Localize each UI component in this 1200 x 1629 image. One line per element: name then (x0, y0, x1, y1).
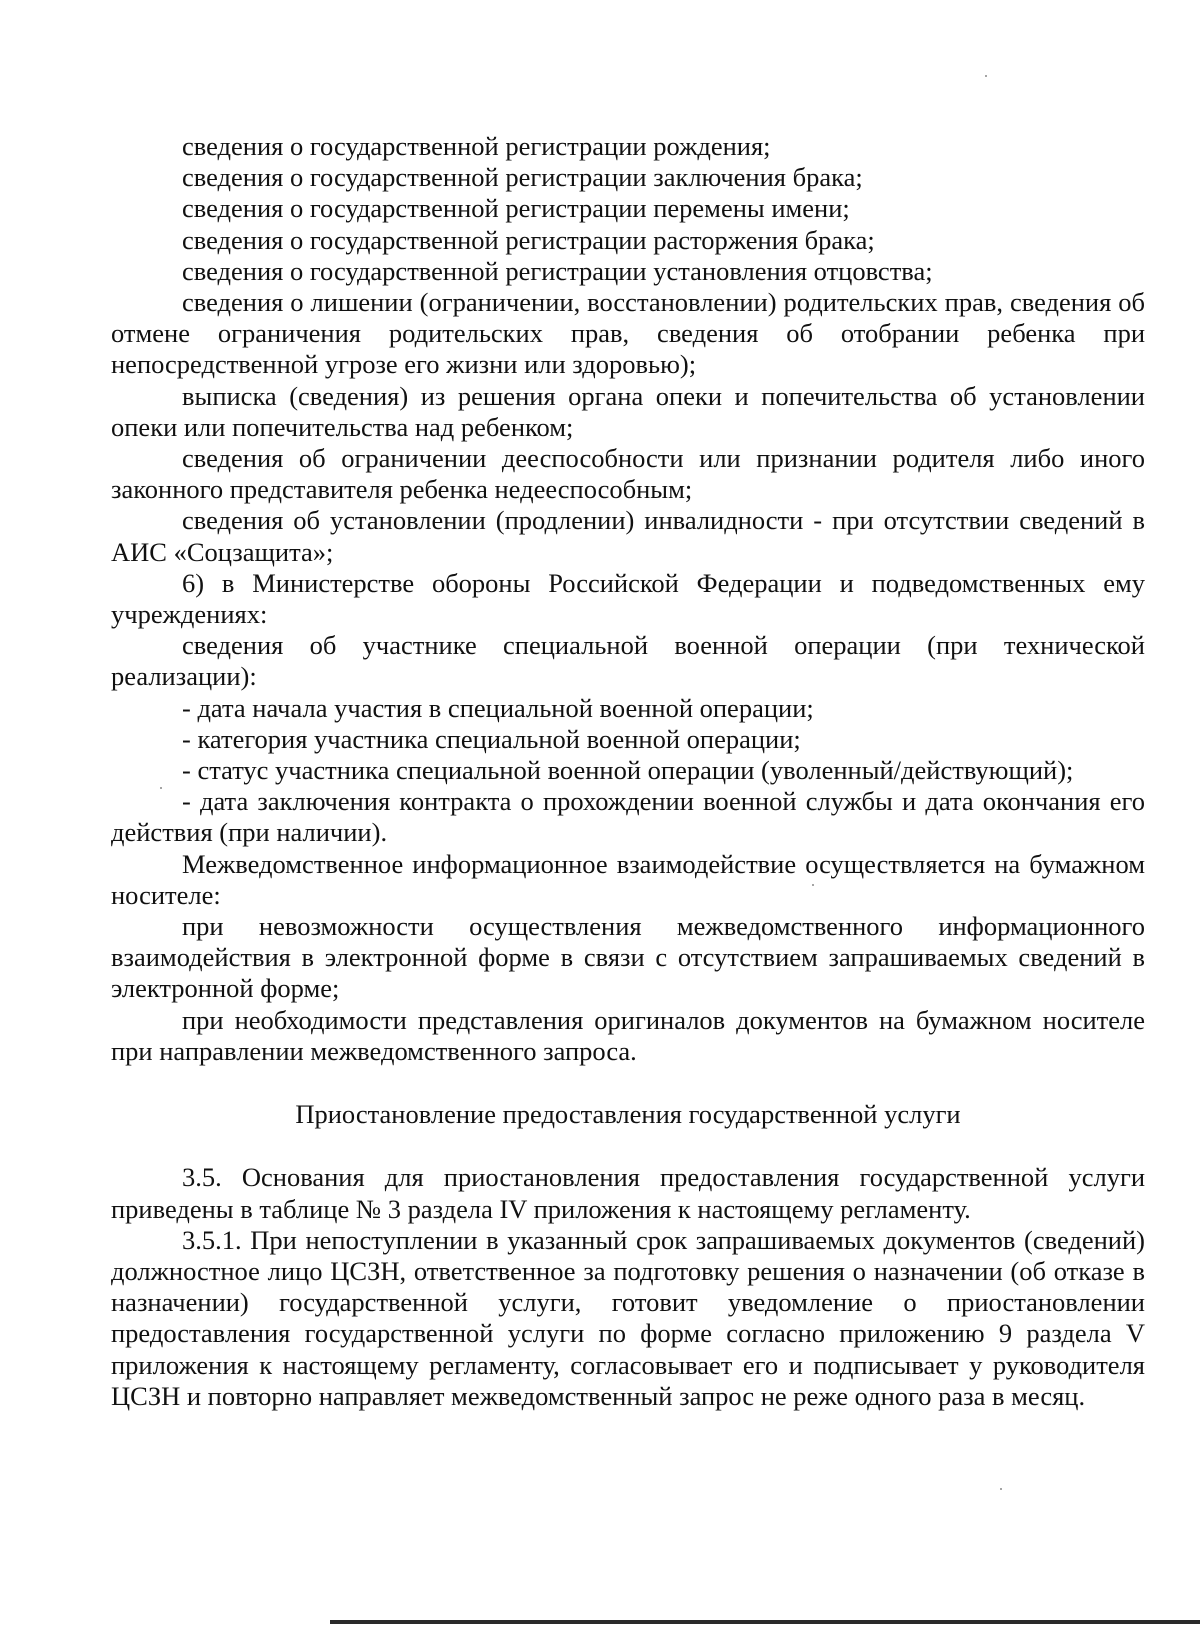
scan-speck (985, 75, 987, 77)
scan-speck (812, 884, 814, 886)
scan-bottom-edge (330, 1620, 1200, 1624)
paragraph: Межведомственное информационное взаимодействие осуществляется на бумажном носителе: (111, 848, 1145, 910)
section-heading: Приостановление предоставления государственной услуги (295, 1099, 961, 1130)
paragraph: сведения об установлении (продлении) инвалидности - при отсутствии сведений в АИС «Соцзащита»; (111, 505, 1145, 567)
paragraph: сведения о государственной регистрации заключения брака; (182, 162, 863, 193)
paragraph: выписка (сведения) из решения органа опеки и попечительства об установлении опеки или попечительства над ребенком; (111, 380, 1145, 442)
paragraph: сведения о государственной регистрации рождения; (182, 131, 771, 161)
document-page (111, 131, 1145, 1412)
paragraph: сведения о государственной регистрации расторжения брака; (182, 224, 875, 255)
list-item: - категория участника специальной военной операции; (182, 723, 801, 754)
paragraph: сведения об ограничении дееспособности или признании родителя либо иного законного представителя ребенка недееспособным; (111, 443, 1145, 505)
paragraph: сведения об участнике специальной военной операции (при технической реализации): (111, 630, 1145, 692)
paragraph: сведения о государственной регистрации установления отцовства; (182, 255, 933, 286)
scan-speck (160, 787, 162, 789)
paragraph: сведения о лишении (ограничении, восстановлении) родительских прав, сведения об отмене ограничения родительских прав, сведения об отобрании ребенка при непосредственной угрозе его жизни или здоровью); (111, 287, 1145, 380)
list-item: - статус участника специальной военной операции (уволенный/действующий); (182, 755, 1074, 786)
list-item: - дата начала участия в специальной военной операции; (182, 692, 814, 723)
paragraph: при необходимости представления оригиналов документов на бумажном носителе при направлении межведомственного запроса. (111, 1004, 1145, 1066)
scan-speck (1000, 1488, 1002, 1490)
paragraph: 3.5.1. При непоступлении в указанный срок запрашиваемых документов (сведений) должностное лицо ЦСЗН, ответственное за подготовку решения о назначении (об отказе в назначении) государственной услуги, готовит уведомление о приостановлении предоставления государственной услуги по форме согласно приложению 9 раздела V приложения к настоящему регламенту, согласовывает его и подписывает у руководителя ЦСЗН и повторно направляет межведомственный запрос не реже одного раза в месяц. (111, 1224, 1145, 1411)
paragraph: сведения о государственной регистрации перемены имени; (182, 193, 850, 224)
list-item: - дата заключения контракта о прохождении военной службы и дата окончания его действия (при наличии). (111, 786, 1145, 848)
paragraph: при невозможности осуществления межведомственного информационного взаимодействия в электронной форме в связи с отсутствием запрашиваемых сведений в электронной форме; (111, 911, 1145, 1004)
paragraph: 3.5. Основания для приостановления предоставления государственной услуги приведены в таблице № 3 раздела IV приложения к настоящему регламенту. (111, 1162, 1145, 1224)
paragraph: 6) в Министерстве обороны Российской Федерации и подведомственных ему учреждениях: (111, 567, 1145, 630)
